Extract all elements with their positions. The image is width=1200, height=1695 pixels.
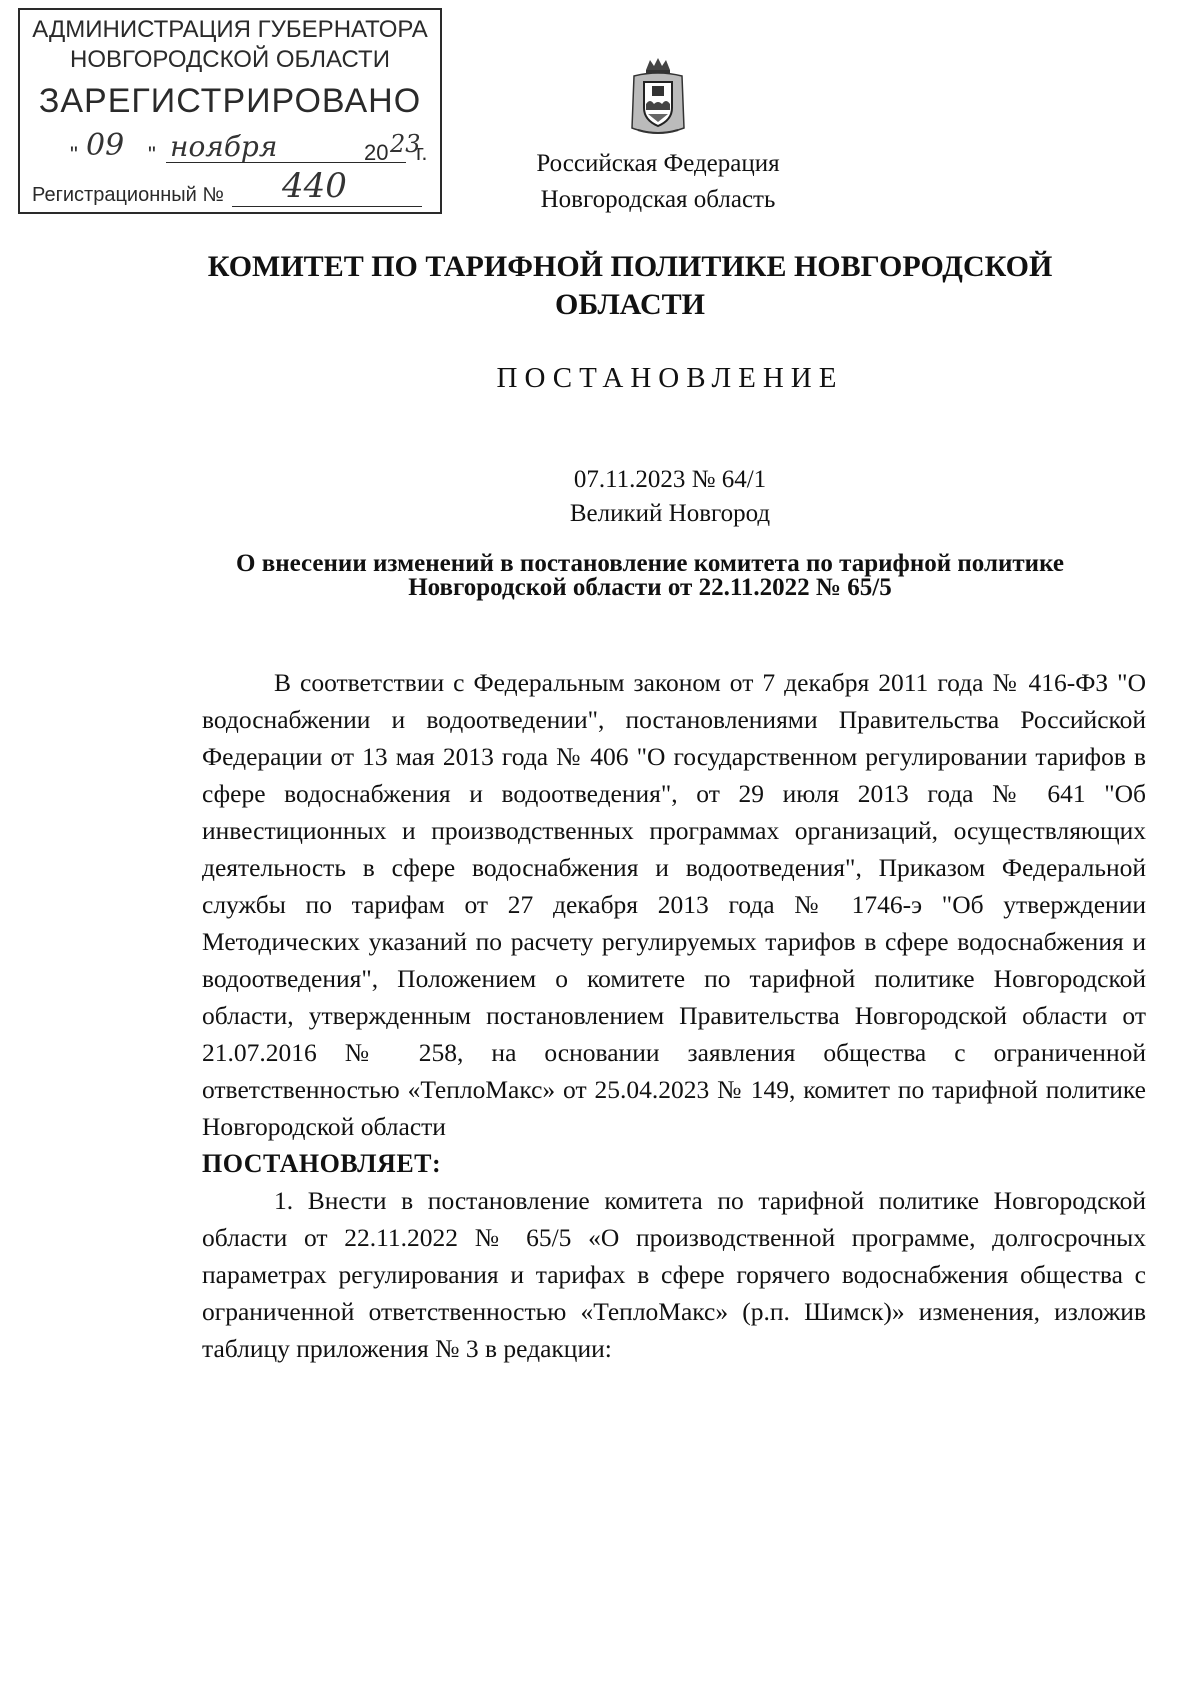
stamp-reg-label: Регистрационный № bbox=[32, 184, 224, 206]
novgorod-coat-of-arms-icon bbox=[628, 56, 688, 140]
stamp-reg-row bbox=[32, 166, 432, 208]
committee-title-line1: КОМИТЕТ ПО ТАРИФНОЙ ПОЛИТИКЕ НОВГОРОДСКОЙ bbox=[207, 250, 1053, 283]
document-title bbox=[150, 552, 1150, 600]
stamp-month: ноября bbox=[170, 130, 278, 163]
region-label: Новгородская область bbox=[540, 186, 776, 213]
document-date-number: 07.11.2023 № 64/1 bbox=[573, 466, 767, 493]
stamp-quote-close: " bbox=[148, 142, 156, 167]
stamp-day: 09 bbox=[86, 128, 125, 163]
stamp-line2: НОВГОРОДСКОЙ ОБЛАСТИ bbox=[70, 46, 390, 73]
registration-stamp bbox=[18, 8, 442, 214]
stamp-reg-number: 440 bbox=[282, 166, 347, 206]
stamp-year-suffix: 23 bbox=[390, 130, 421, 158]
committee-title-line2: ОБЛАСТИ bbox=[555, 288, 705, 321]
stamp-reg-underline bbox=[232, 206, 422, 207]
stamp-date-row bbox=[70, 128, 430, 168]
item-1-paragraph: 1. Внести в постановление комитета по тарифной политике Новгородской области от 22.11.2022 № 65/5 «О производственной программе, долгосрочных параметрах регулирования и тарифах в сфере горячего водоснабжения общества с ограниченной ответственностью «ТеплоМакс» (р.п. Шимск)» изменения, изложив таблицу приложения № 3 в редакции: bbox=[202, 1186, 1146, 1363]
stamp-year-prefix: 20 bbox=[364, 140, 389, 165]
stamp-year-g: г. bbox=[416, 140, 428, 165]
document-type: ПОСТАНОВЛЕНИЕ bbox=[496, 362, 844, 394]
document-title-line2: Новгородской области от 22.11.2022 № 65/5 bbox=[408, 574, 892, 601]
stamp-registered: ЗАРЕГИСТРИРОВАНО bbox=[38, 82, 422, 120]
document-title-line1: О внесении изменений в постановление комитета по тарифной политике bbox=[236, 550, 1064, 577]
federation-label: Российская Федерация bbox=[536, 150, 780, 177]
stamp-line1: АДМИНИСТРАЦИЯ ГУБЕРНАТОРА bbox=[32, 16, 428, 43]
committee-title bbox=[200, 248, 1060, 324]
stamp-quote-open: " bbox=[70, 142, 78, 167]
preamble-paragraph: В соответствии с Федеральным законом от 7 декабря 2011 года № 416-ФЗ "О водоснабжении и водоотведении", постановлениями Правительства Российской Федерации от 13 мая 2013 года № 406 "О государственном регулировании тарифов в сфере водоснабжения и водоотведения", от 29 июля 2013 года № 641 "Об инвестиционных и производственных программах организаций, осуществляющих деятельность в сфере водоснабжения и водоотведения", Приказом Федеральной службы по тарифам от 27 декабря 2013 года № 1746-э "Об утверждении Методических указаний по расчету регулируемых тарифов в сфере водоснабжения и водоотведения", Положением о комитете по тарифной политике Новгородской области, утвержденным постановлением Правительства Новгородской области от 21.07.2016 № 258, на основании заявления общества с ограниченной ответственностью «ТеплоМакс» от 25.04.2023 № 149, комитет по тарифной политике Новгородской области bbox=[202, 668, 1146, 1141]
document-city: Великий Новгород bbox=[569, 500, 771, 527]
decree-heading: ПОСТАНОВЛЯЕТ: bbox=[202, 1149, 442, 1178]
document-body bbox=[202, 664, 1146, 1367]
